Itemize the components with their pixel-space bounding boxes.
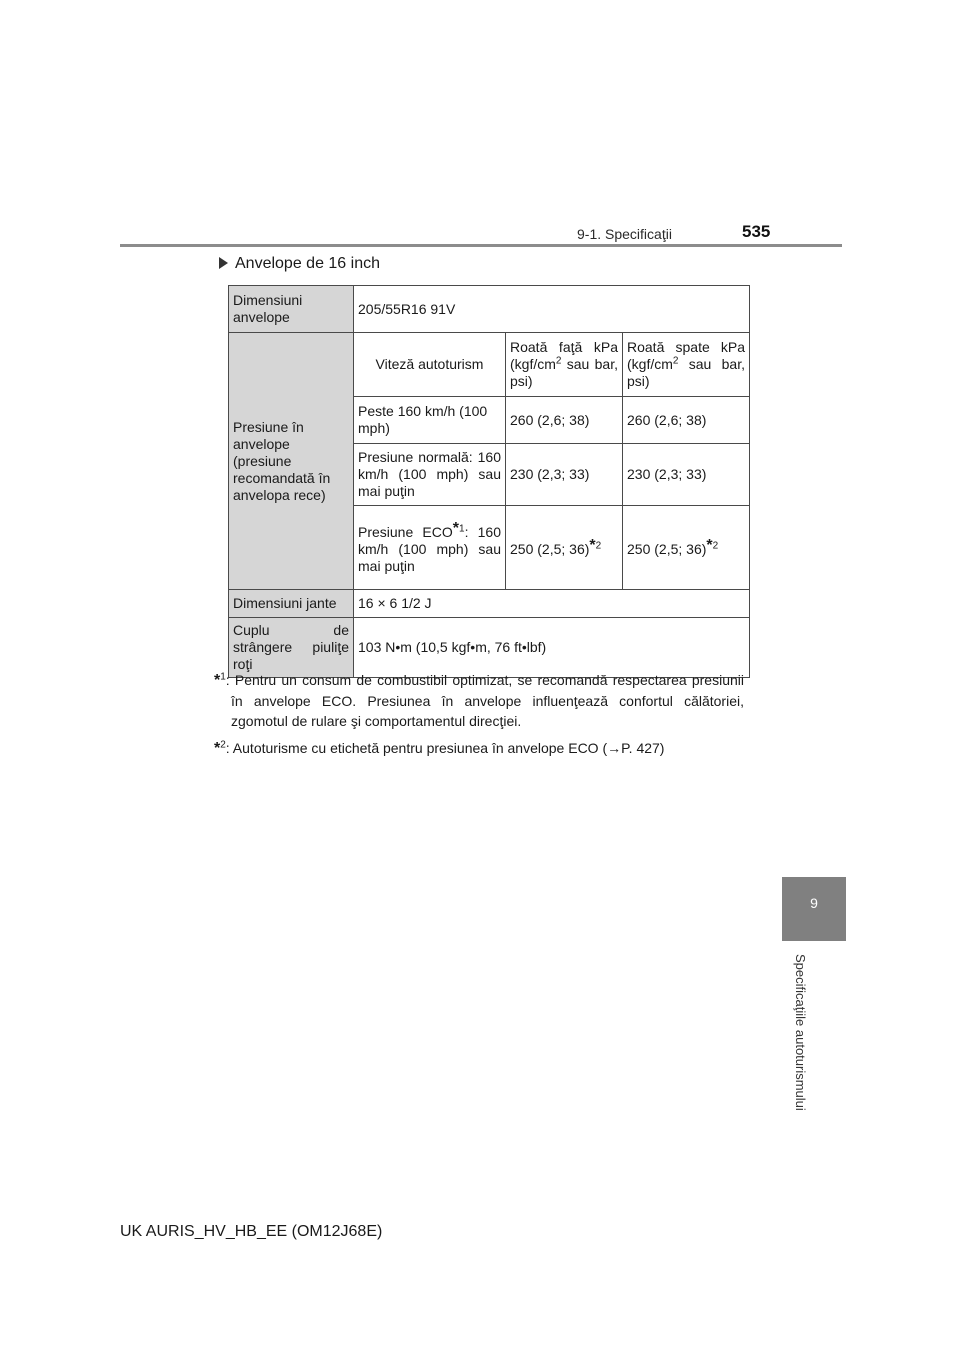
- col-speed-header: Viteză autoturism: [354, 333, 506, 397]
- pressure-label: Presiune în anvelope (presiune recomandată în anvelopa rece): [229, 333, 354, 590]
- torque-value: 103 N•m (10,5 kgf•m, 76 ft•lbf): [354, 618, 750, 678]
- col-rear-header: [623, 333, 750, 397]
- section-title: 9-1. Specificaţii: [577, 226, 672, 242]
- footnote-star: *: [214, 672, 221, 689]
- col-front-sup: 2: [555, 355, 562, 367]
- front-pressure-cell: 230 (2,3; 33): [506, 444, 623, 506]
- table-row: [229, 618, 750, 678]
- footer-code: UK AURIS_HV_HB_EE (OM12J68E): [120, 1223, 383, 1240]
- chapter-tab: [782, 877, 846, 941]
- col-rear-text: Roată spate kPa (kgf/cm: [627, 339, 745, 372]
- footnote-star: *: [214, 740, 221, 757]
- footnote-ref: 2: [595, 540, 602, 552]
- footnote-text: : Pentru un consum de combustibil optimizat, se recomandă respectarea presiunii în anvelope ECO. Presiunea în anvelope influenţează confortul călătoriei, zgomotul de rulare şi comportamentul direcţiei.: [225, 672, 744, 729]
- front-pressure-cell: [506, 506, 623, 590]
- rear-pressure-cell: 260 (2,6; 38): [623, 397, 750, 444]
- eco-tail: : 160 km/h (100 mph) sau mai puţin: [358, 524, 502, 574]
- speed-cell: Presiune normală: 160 km/h (100 mph) sau mai puţin: [354, 444, 506, 506]
- tire-size-value: 205/55R16 91V: [354, 286, 750, 333]
- tire-size-label: Dimensiuni anvelope: [229, 286, 354, 333]
- chapter-number: 9: [810, 895, 818, 911]
- footnote-ref: 2: [712, 540, 719, 552]
- speed-cell: Peste 160 km/h (100 mph): [354, 397, 506, 444]
- arrow-right-icon: [219, 257, 228, 269]
- footnote-star: *: [589, 537, 596, 554]
- footnote-text: : Autoturisme cu etichetă pentru presiunea în anvelope ECO (→P. 427): [225, 740, 665, 756]
- footnote-1: [214, 670, 744, 731]
- rim-size-value: 16 × 6 1/2 J: [354, 590, 750, 618]
- rear-pressure-cell: [623, 506, 750, 590]
- tire-spec-table: [228, 285, 750, 678]
- subheading-text: Anvelope de 16 inch: [235, 255, 380, 272]
- col-front-text: Roată faţă kPa (kgf/cm: [510, 339, 618, 372]
- table-row: [229, 590, 750, 618]
- footnote-number: 1: [220, 671, 226, 683]
- col-rear-sup: 2: [672, 355, 679, 367]
- rear-value: 250 (2,5; 36): [627, 541, 707, 557]
- table-row: [229, 286, 750, 333]
- footnote-number: 2: [220, 739, 226, 751]
- front-value: 250 (2,5; 36): [510, 541, 590, 557]
- col-front-header: [506, 333, 623, 397]
- footnote-2: [214, 738, 744, 759]
- chapter-label-text: Specificaţiile autoturismului: [793, 954, 808, 1111]
- eco-label: Presiune ECO: [358, 524, 453, 540]
- footnote-ref: 1: [459, 523, 465, 535]
- front-pressure-cell: 260 (2,6; 38): [506, 397, 623, 444]
- subheading: [219, 255, 380, 273]
- page-number: 535: [742, 222, 771, 241]
- col-rear-tail: sau bar, psi): [627, 356, 745, 389]
- rear-pressure-cell: 230 (2,3; 33): [623, 444, 750, 506]
- torque-label: Cuplu de strângere piuliţe roţi: [229, 618, 354, 678]
- speed-cell: [354, 506, 506, 590]
- table-row: [229, 333, 750, 397]
- footnote-star: *: [452, 520, 460, 537]
- rim-size-label: Dimensiuni jante: [229, 590, 354, 618]
- header-rule: [120, 244, 842, 247]
- footnote-star: *: [706, 537, 713, 554]
- chapter-label: [793, 954, 811, 1126]
- col-front-tail: sau bar, psi): [510, 356, 618, 389]
